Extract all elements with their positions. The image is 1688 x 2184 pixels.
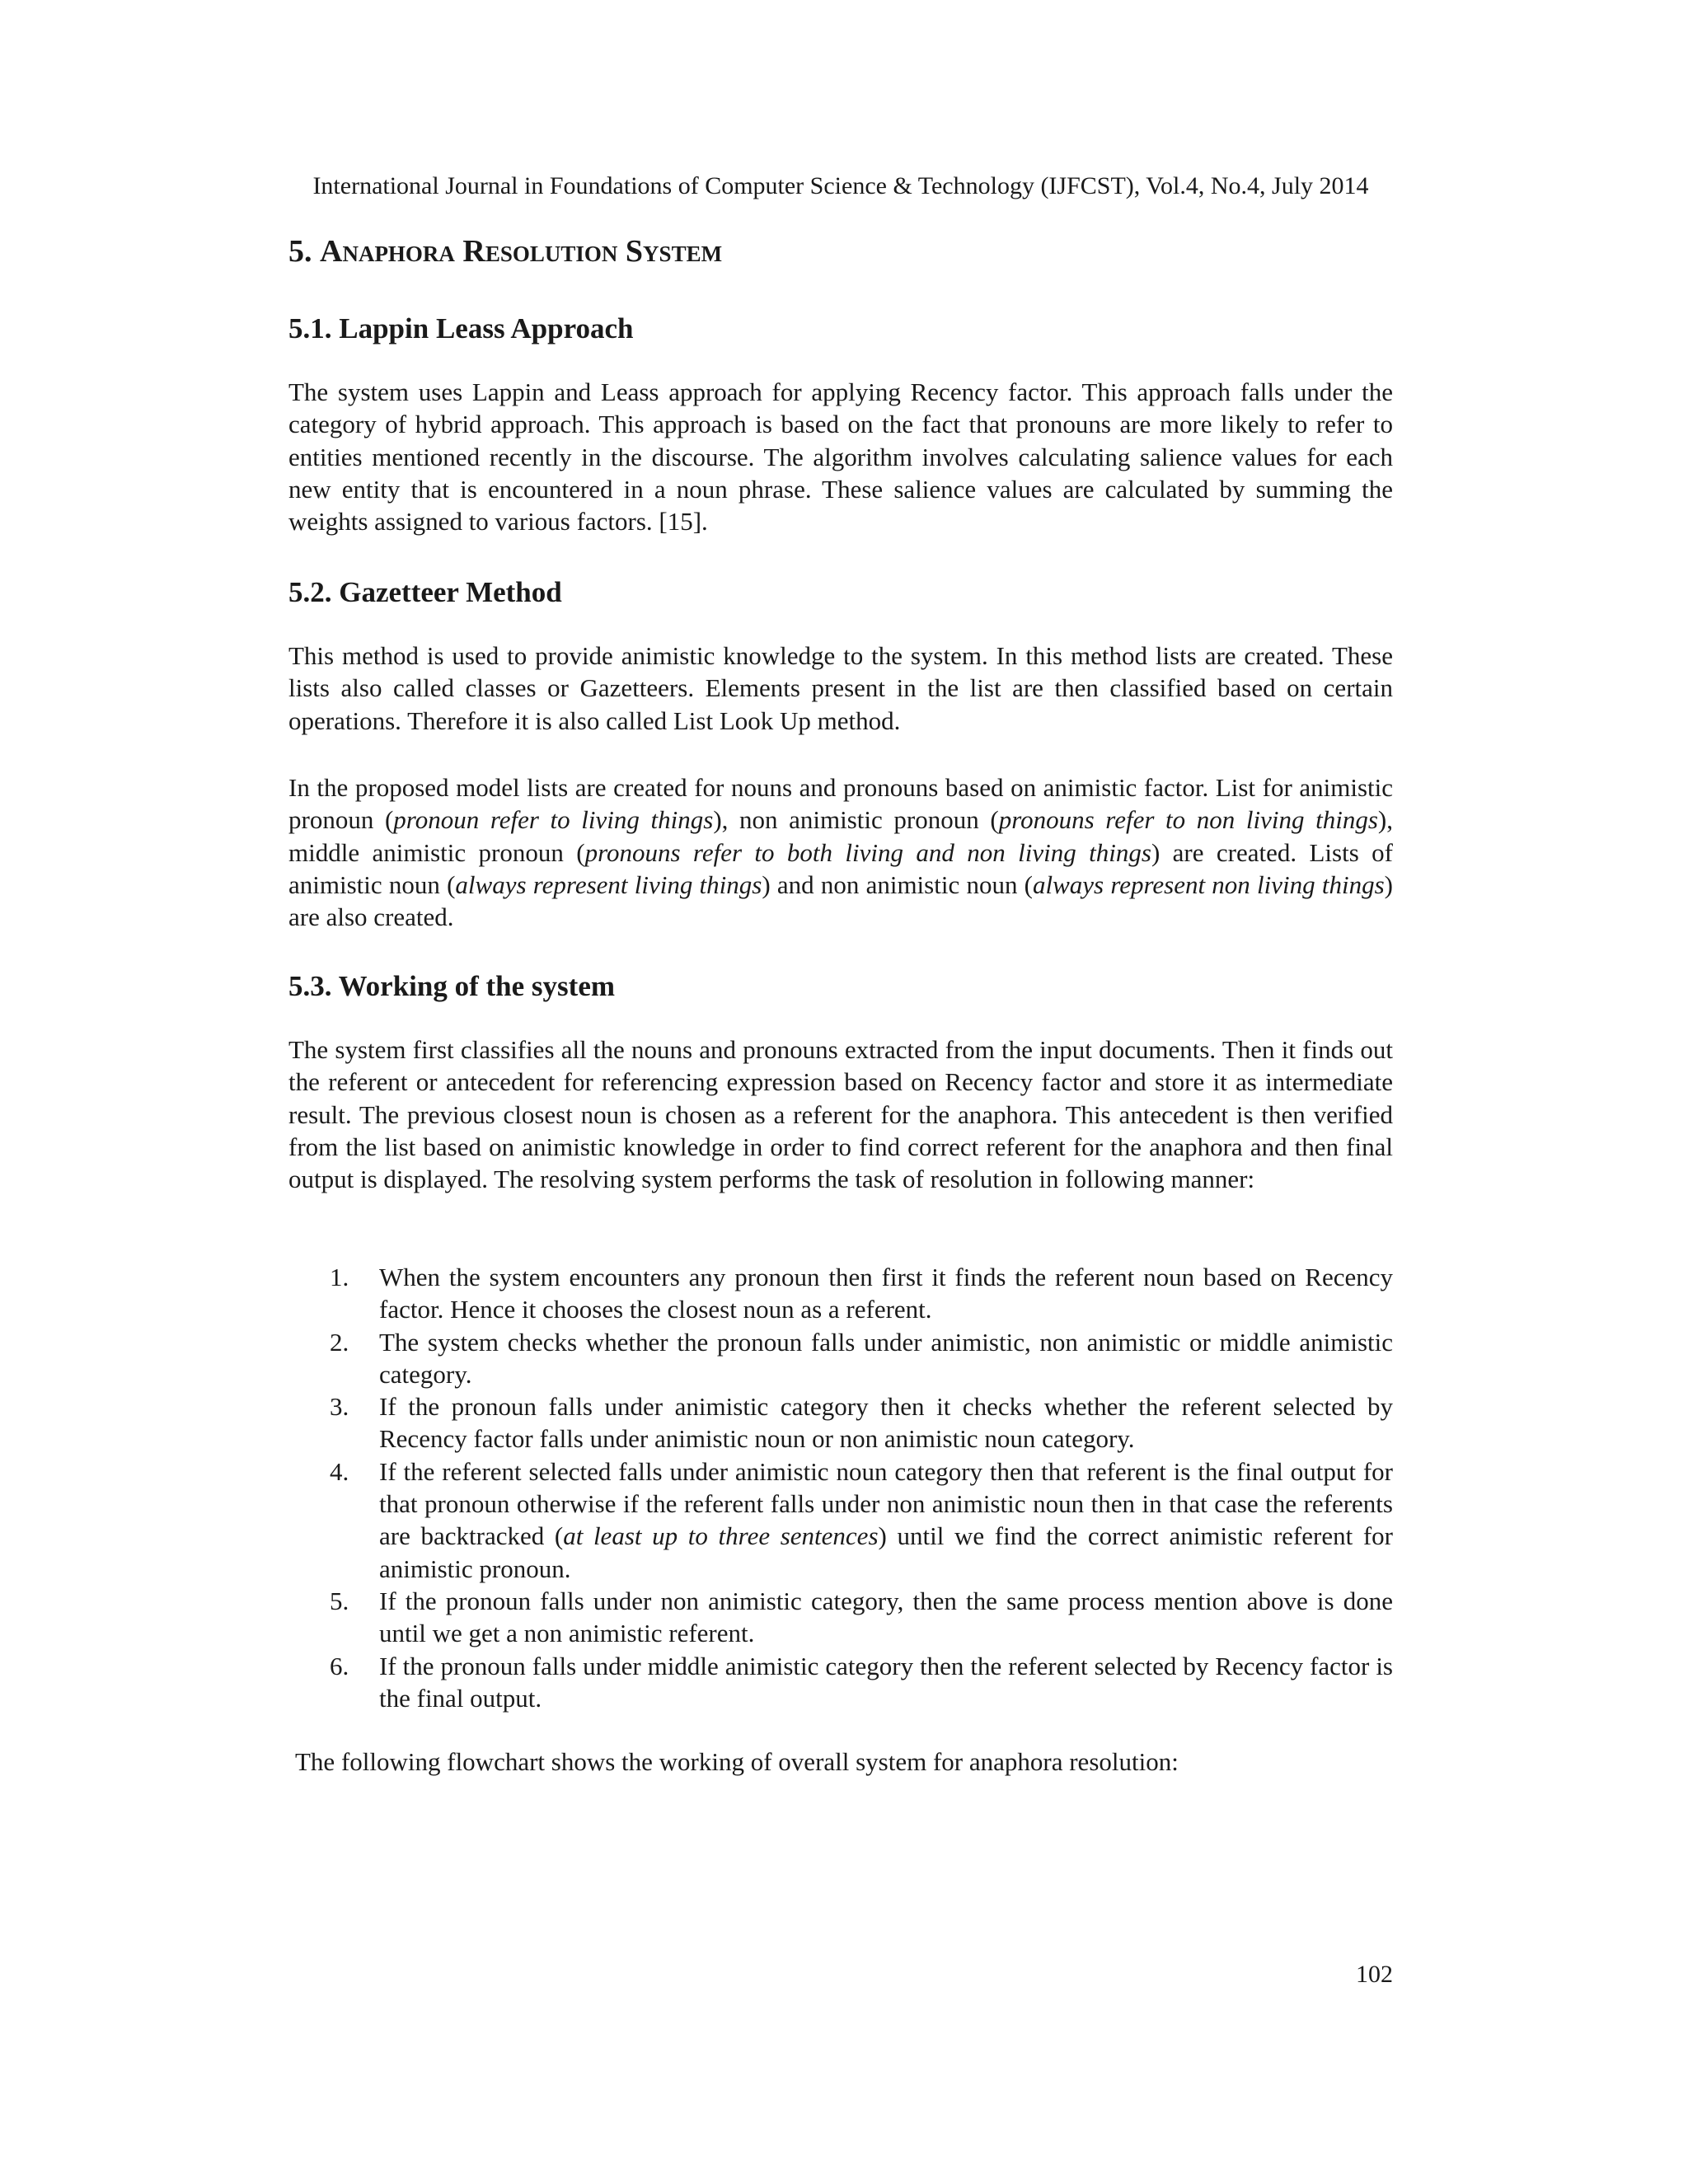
italic-run: pronoun refer to living things	[393, 805, 714, 835]
subsection-heading-gazetteer: 5.2. Gazetteer Method	[288, 576, 562, 608]
list-item-number: 1.	[330, 1263, 349, 1291]
list-item	[288, 1455, 1393, 1585]
list-item	[288, 1326, 1393, 1391]
list-item-number: 4.	[330, 1456, 349, 1486]
text-run: ), middle animistic pronoun (	[288, 805, 1393, 867]
italic-run: pronouns refer to non living things	[998, 805, 1378, 835]
list-item-number: 6.	[330, 1651, 349, 1680]
list-item-text: If the pronoun falls under middle animistic category then the referent selected by Recency factor is the final output.	[379, 1651, 1393, 1713]
list-item	[288, 1585, 1393, 1650]
list-item-text: If the pronoun falls under animistic category then it checks whether the referent selected by Recency factor falls under animistic noun or non animistic noun category.	[379, 1392, 1393, 1454]
paragraph-gazetteer-lists	[288, 771, 1393, 933]
flowchart-intro-sentence: The following flowchart shows the working of overall system for anaphora resolution:	[295, 1747, 1179, 1776]
paragraph-lappin-leass: The system uses Lappin and Leass approach for applying Recency factor. This approach falls under the category of hybrid approach. This approach is based on the fact that pronouns are more likely to refer to entities mentioned recently in the discourse. The algorithm involves calculating salience values for each new entity that is encountered in a noun phrase. These salience values are calculated by summing the weights assigned to various factors. [15].	[288, 377, 1393, 537]
running-header: International Journal in Foundations of Computer Science & Technology (IJFCST), Vol.4, No.4, July 2014	[312, 172, 1369, 199]
list-item-text: ) until we find the correct animistic referent for animistic pronoun.	[379, 1521, 1393, 1583]
text-run: ), non animistic pronoun (	[713, 805, 999, 835]
text-run: ) are also created.	[288, 869, 1393, 932]
list-item-number: 3.	[330, 1392, 349, 1422]
italic-run: always represent living things	[455, 869, 762, 899]
list-item	[288, 1390, 1393, 1455]
list-item	[288, 1650, 1393, 1715]
page-number: 102	[1356, 1961, 1393, 1988]
list-item	[288, 1261, 1393, 1326]
text-run: In the proposed model lists are created for nouns and pronouns based on animistic factor. List for animistic pronoun (	[288, 773, 1393, 835]
resolution-steps-list	[288, 1261, 1393, 1714]
text-run: ) are created. Lists of animistic noun (	[288, 837, 1394, 899]
list-item-text: If the referent selected falls under animistic noun category then that referent is the final output for that pronoun otherwise if the referent falls under non animistic noun then in that case the referents are backtracked (	[379, 1456, 1393, 1551]
list-item-text: If the pronoun falls under non animistic category, then the same process mention above is done until we get a non animistic referent.	[379, 1586, 1393, 1648]
italic-run: pronouns refer to both living and non living things	[584, 837, 1151, 867]
list-item-italic: at least up to three sentences	[563, 1521, 879, 1551]
text-run: ) and non animistic noun (	[762, 869, 1033, 899]
section-number: 5.	[288, 234, 320, 269]
section-title	[288, 232, 722, 270]
paragraph-gazetteer-intro: This method is used to provide animistic knowledge to the system. In this method lists are created. These lists also called classes or Gazetteers. Elements present in the list are then classified based on certain operations. Therefore it is also called List Look Up method.	[288, 641, 1393, 735]
section-title-text: Anaphora Resolution System	[320, 234, 723, 269]
italic-run: always represent non living things	[1032, 869, 1385, 899]
list-item-text: The system checks whether the pronoun falls under animistic, non animistic or middle animistic category.	[379, 1327, 1393, 1389]
subsection-heading-working: 5.3. Working of the system	[288, 970, 616, 1002]
list-item-number: 5.	[330, 1586, 349, 1615]
list-item-number: 2.	[330, 1327, 349, 1357]
list-item-text: When the system encounters any pronoun then first it finds the referent noun based on Recency factor. Hence it chooses the closest noun as a referent.	[379, 1263, 1393, 1324]
subsection-heading-lappin-leass: 5.1. Lappin Leass Approach	[288, 312, 634, 344]
paragraph-working: The system first classifies all the nouns and pronouns extracted from the input documents. Then it finds out the referent or antecedent for referencing expression based on Recency factor and store it as intermediate result. The previous closest noun is chosen as a referent for the anaphora. This antecedent is then verified from the list based on animistic knowledge in order to find correct referent for the anaphora and then final output is displayed. The resolving system performs the task of resolution in following manner:	[288, 1035, 1393, 1194]
